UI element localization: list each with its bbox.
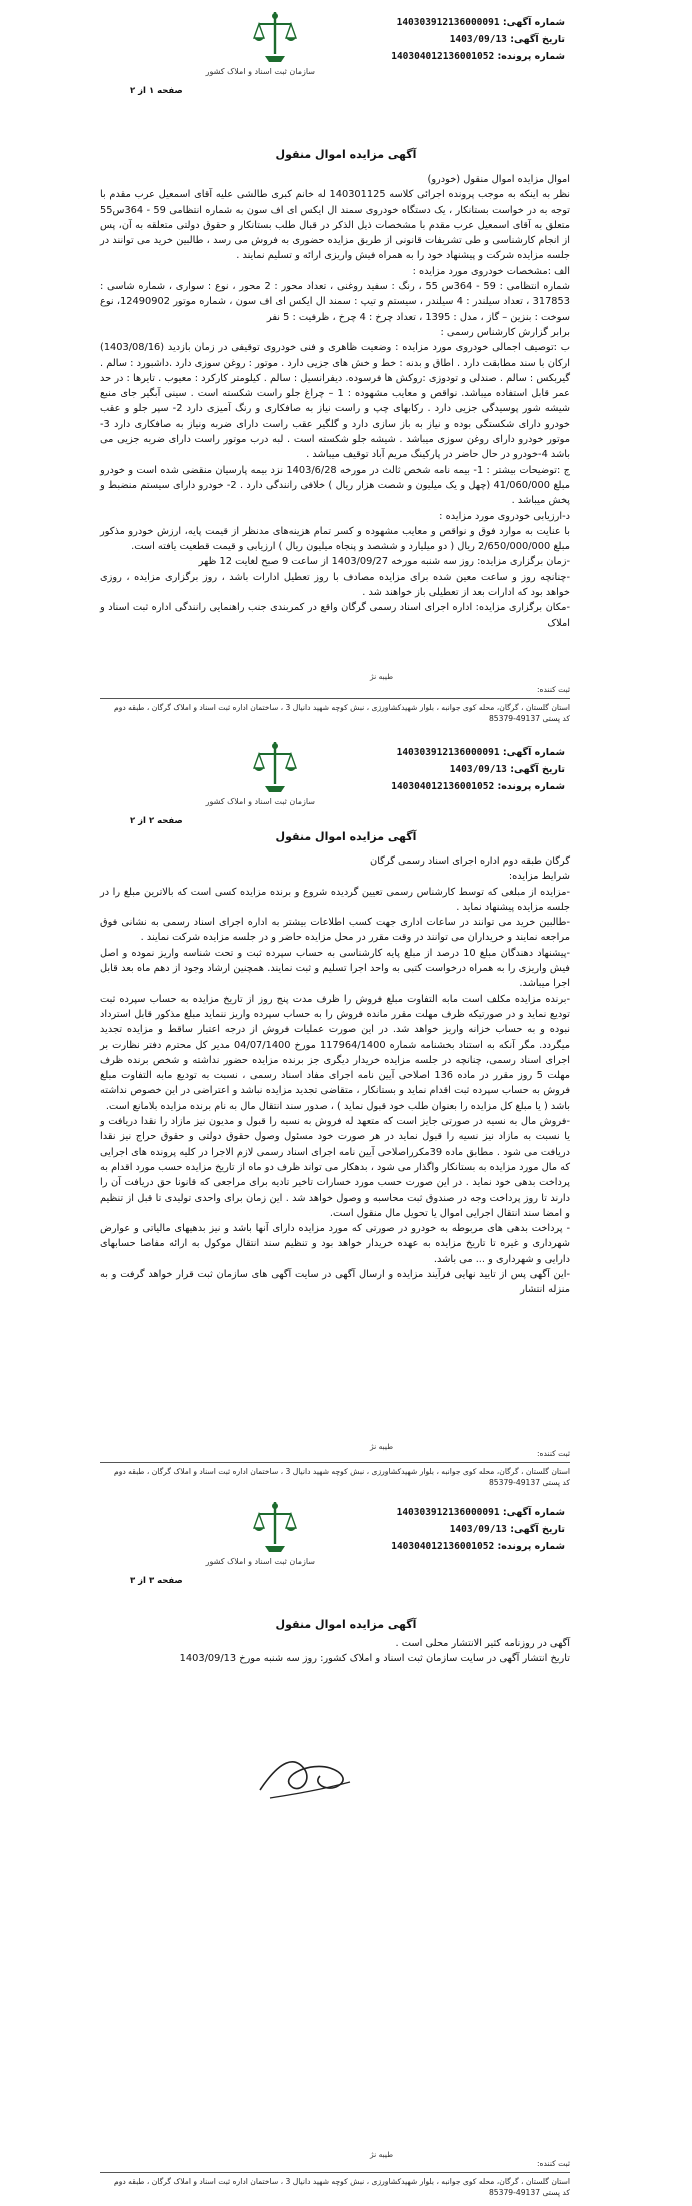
- footer-divider: [100, 1462, 570, 1463]
- body-paragraph: ج :توضیحات بیشتر : 1- بیمه نامه شخص ثالث در مورخه 1403/6/28 نزد بیمه پارسیان منقضی شده است و خودرو مبلغ 41/060/000 (چهل و یک میلیون و شصت هزار ریال ) خلافی رانندگی دارد . 2- خودرو دارای سیستم منضبط و پخش میباشد .: [100, 464, 570, 507]
- notice-no-value: 140303912136000091: [396, 1507, 500, 1518]
- body-paragraph: - پرداخت بدهی های مربوطه به خودرو در صورتی که مورد مزایده دارای آنها باشد و نیز بدهیهای مالیاتی و عوارض شهرداری و غیره تا تاریخ مزایده به عهده خریدار خواهد بود و تنظیم سند انتقال موکول به ارائه مفاصا حسابهای دارایی و شهرداری و ... می باشد.: [100, 1223, 570, 1265]
- footer-address: استان گلستان ، گرگان، محله کوی جوانبه ، بلوار شهیدکشاورزی ، نبش کوچه شهید دانیال 3 ، ساختمان اداره ثبت اسناد و املاک گرگان ، طبقه دوم: [114, 703, 570, 712]
- page-header: [0, 0, 692, 150]
- notice-page-1: [0, 0, 692, 723]
- file-no-value: 140304012136001052: [391, 51, 495, 62]
- footer-divider: [100, 698, 570, 699]
- body-paragraph: ب :توصیف اجمالی خودروی مورد مزایده : وضعیت ظاهری و فنی خودروی توقیفی در زمان بازدید (1403/08/16) ارکان با سند مطابقت دارد . اطاق و بدنه : خط و خش های جزیی دارد . موتور : روغن سوزی دارد .داشبورد : سالم . گیربکس : سالم . صندلی و تودوزی :روکش ها فرسوده. دیفرانسیل : سالم . کیلومتر کارکرد : معیوب . تایرها : در حد عمر قابل استفاده میباشد. نواقص و معایب مشهوده : 1 – چراغ جلو راست شکسته است . سینی آبگیر جای منبع شیشه شور پوسیدگی جزیی دارد . رکابهای چپ و راست نیاز به صافکاری و رنگ آمیزی دارد 2- سپر جلو و عقب خودرو دارای شکستگی بوده و نیاز به باز سازی دارد و گلگیر عقب راست دارای ضربه ونیاز به صافکاری دارد 3- موتور خودرو دارای روغن سوزی میباشد . شیشه جلو شکسته است . لبه درب موتور راست دارای ضربه جزیی می باشد 4-خودرو در حال حاضر در پارکینگ مریم آباد توقیف میباشد .: [100, 342, 570, 461]
- scales-of-justice-icon: [253, 1500, 297, 1556]
- body-paragraph: تاریخ انتشار آگهی در سایت سازمان ثبت اسناد و املاک کشور: روز سه شنبه مورخ 1403/09/13: [179, 1653, 570, 1665]
- org-name: سازمان ثبت اسناد و املاک کشور: [205, 67, 315, 76]
- notice-title: آگهی مزایده اموال منقول: [275, 148, 417, 161]
- body-paragraph: -مکان برگزاری مزایده: اداره اجرای اسناد رسمی گرگان واقع در کمربندی جنب راهنمایی رانندگی اداره ثبت اسناد و املاک: [100, 602, 570, 629]
- page-footer: [100, 2158, 570, 2198]
- file-no-label: شماره پرونده:: [497, 51, 565, 62]
- footer-label: ثبت کننده:: [537, 1449, 570, 1458]
- footer-label: ثبت کننده:: [537, 685, 570, 694]
- notice-meta: [355, 1504, 565, 1555]
- notice-title: آگهی مزایده اموال منقول: [275, 830, 417, 843]
- body-paragraph: -این آگهی پس از تایید نهایی فرآیند مزایده و ارسال آگهی در سایت آگهی های سازمان ثبت قرار خواهد گرفت و به منزله انتشار: [100, 1269, 570, 1296]
- file-no-value: 140304012136001052: [391, 1541, 495, 1552]
- body-paragraph: شماره انتظامی : 59 - 364س 55 ، رنگ : سفید روغنی ، تعداد محور : 2 محور ، نوع : سواری ، شماره شاسی : 317853 ، تعداد سیلندر : 4 سیلندر ، سیستم و تیپ : سمند ال ایکس ای اف سون ، شماره موتور 12490902، نوع سوخت : بنزین – گاز ، مدل : 1395 ، تعداد چرخ : 4 چرخ ، ظرفیت : 5 نفر: [100, 281, 571, 323]
- body-paragraph: الف :مشخصات خودروی مورد مزایده :: [412, 265, 570, 277]
- signer-name: طیبه نژ: [370, 2150, 394, 2159]
- body-paragraph: -پیشنهاد دهندگان مبلغ 10 درصد از مبلغ پایه کارشناسی به حساب سپرده ثبت و تحت شناسه واریز نموده و اصل فیش واریزی را به همراه درخواست کتبی به واحد اجرا تسلیم و ثبت نمایند. همچنین ارشاد وجود از دهم ماه بعد قابل اجرا میباشد.: [100, 947, 570, 990]
- notice-date-label: تاریخ آگهی:: [510, 764, 565, 775]
- footer-address: استان گلستان ، گرگان، محله کوی جوانبه ، بلوار شهیدکشاورزی ، نبش کوچه شهید دانیال 3 ، ساختمان اداره ثبت اسناد و املاک گرگان ، طبقه دوم: [114, 2177, 570, 2186]
- body-paragraph: -زمان برگزاری مزایده: روز سه شنبه مورخه 1403/09/27 از ساعت 9 صبح لغایت 12 ظهر: [198, 556, 570, 568]
- footer-postal-code: کد پستی 49137-85379: [488, 1478, 570, 1487]
- notice-date-label: تاریخ آگهی:: [510, 34, 565, 45]
- body-paragraph: گرگان طبقه دوم اداره اجرای اسناد رسمی گرگان: [370, 856, 570, 867]
- notice-body: [100, 854, 570, 1298]
- org-name: سازمان ثبت اسناد و املاک کشور: [205, 797, 315, 806]
- footer-label: ثبت کننده:: [537, 2159, 570, 2168]
- judiciary-emblem: [205, 10, 315, 76]
- footer-address: استان گلستان ، گرگان، محله کوی جوانبه ، بلوار شهیدکشاورزی ، نبش کوچه شهید دانیال 3 ، ساختمان اداره ثبت اسناد و املاک گرگان ، طبقه دوم: [114, 1467, 570, 1476]
- body-paragraph: اموال مزایده اموال منقول (خودرو): [427, 174, 570, 185]
- body-paragraph: با عنایت به موارد فوق و نواقص و معایب مشهوده و کسر تمام هزینه‌های مدنظر از قیمت پایه، ارزش خودرو مذکور مبلغ 2/650/000/000 ریال ( دو میلیارد و ششصد و پنجاه میلیون ریال ) ارزیابی و قیمت قطعیت یافته است.: [100, 525, 570, 553]
- handwritten-signature-icon: [250, 1740, 360, 1810]
- signer-name: طیبه نژ: [370, 672, 394, 681]
- file-no-value: 140304012136001052: [391, 781, 495, 792]
- body-paragraph: د-ارزیابی خودروی مورد مزایده :: [439, 510, 570, 522]
- notice-body: [100, 172, 570, 631]
- body-paragraph: آگهی در روزنامه کثیر الانتشار محلی است .: [395, 1638, 570, 1649]
- scales-of-justice-icon: [253, 740, 297, 796]
- file-no-label: شماره پرونده:: [497, 1541, 565, 1552]
- notice-no-value: 140303912136000091: [396, 17, 500, 28]
- file-no-label: شماره پرونده:: [497, 781, 565, 792]
- body-paragraph: شرایط مزایده:: [508, 871, 570, 883]
- body-paragraph: -مزایده از مبلغی که توسط کارشناس رسمی تعیین گردیده شروع و برنده مزایده کسی است که بالاترین مبلغ را در جلسه مزایده پیشنهاد نماید .: [100, 886, 570, 913]
- page-label: صفحه ۲ از ۲: [130, 816, 183, 826]
- notice-date-value: 1403/09/13: [449, 34, 507, 45]
- notice-meta: [355, 744, 565, 795]
- notice-date-value: 1403/09/13: [449, 1524, 507, 1535]
- footer-divider: [100, 2172, 570, 2173]
- signer-name: طیبه نژ: [370, 1442, 394, 1451]
- org-name: سازمان ثبت اسناد و املاک کشور: [205, 1557, 315, 1566]
- notice-no-label: شماره آگهی:: [502, 747, 565, 758]
- body-paragraph: -فروش مال به نسیه در صورتی جایز است که متعهد له فروش به نسیه را قبول و مدیون نیز مازاد را نقدا دریافت و یا نسبت به مازاد نیز نسیه را قبول نماید در هر صورت خود مسئول وصول حقوق دولتی و حقوق حراج نیز نقدا دریافت می شود . مطابق ماده 39مکرراصلاحی آیین نامه اجرای اسناد رسمی لازم الاجرا در کلیه پرونده های اجرایی که مال مورد مزایده به بستانکار واگذار می شود ، بدهکار می تواند ظرف دو ماه از تاریخ مزایده حسب مورد اقدام به پرداخت بدهی خود نماید . در این صورت حسب مورد خسارات تاخیر تادیه برای مراجعی که قانونا حق دریافت آن را دارند تا روز پرداخت وجه در صندوق ثبت محاسبه و وصول خواهد شد . این زمان برای واحدی تولیدی تا قبل از تنظیم و امضا سند انتقال اجرایی اموال یا تحویل مال منقول است.: [100, 1116, 570, 1219]
- body-paragraph: -چنانچه روز و ساعت معین شده برای مزایده مصادف با روز تعطیل ادارات باشد ، روز برگزاری مزایده ، روزی خواهد بود که ادارات بعد از تعطیلی باز خواهند شد .: [100, 571, 570, 599]
- notice-no-value: 140303912136000091: [396, 747, 500, 758]
- notice-body: [100, 1636, 570, 1667]
- notice-page-2: [0, 730, 692, 1487]
- page-label: صفحه ۱ از ۲: [130, 86, 183, 96]
- footer-postal-code: کد پستی 49137-85379: [488, 714, 570, 723]
- judiciary-emblem: [205, 740, 315, 806]
- body-paragraph: -برنده مزایده مکلف است مابه التفاوت مبلغ فروش را ظرف مدت پنج روز از تاریخ مزایده به حساب سپرده ثبت تودیع نماید و در صورتیکه ظرف مهلت مقرر مانده فروش را به حساب سپرده واریز ننماید مبلغ مذکور قابل استرداد نبوده و به حساب خزانه واریز خواهد شد. در این صورت عملیات فروش از درجه اعتبار ساقط و مزایده تجدید میگردد. مگر آنکه به استناد بخشنامه شماره 117964/1400 مورخ 04/07/1400 مدیر کل محترم دفتر نظارت بر اجرای اسناد رسمی، چنانچه در جلسه مزایده خریدار دیگری جز برنده مزایده حضور نداشته و شخص برنده ظرف مهلت 5 روز مقرر در ماده 136 اصلاحی آیین نامه اجرای مفاد اسناد رسمی ، نسبت به تودیع مابه التفاوت مبلغ فروش به حساب سپرده ثبت اقدام نماید و بستانکار ، متقاضی تجدید مزایده نباشد و اعتراضی در این خصوص نداشته باشد ( یا مبلغ کل مزایده را بعنوان طلب خود قبول نماید ) ، صدور سند انتقال مال به نام برنده مزایده بلامانع است.: [100, 993, 570, 1112]
- page-label: صفحه ۳ از ۳: [130, 1576, 183, 1586]
- notice-date-label: تاریخ آگهی:: [510, 1524, 565, 1535]
- body-paragraph: -طالبین خرید می توانند در ساعات اداری جهت کسب اطلاعات بیشتر به اداره اجرای اسناد رسمی به نشانی فوق مراجعه نمایند و خریداران می توانند در وقت مقرر در محل مزایده حاضر و در جلسه مزایده شرکت نمایند .: [100, 917, 570, 944]
- notice-meta: [355, 14, 565, 65]
- scales-of-justice-icon: [253, 10, 297, 66]
- page-footer: [100, 684, 570, 724]
- notice-no-label: شماره آگهی:: [502, 17, 565, 28]
- body-paragraph: نظر به اینکه به موجب پرونده اجرائی کلاسه 140301125 له خانم کبری طالشی علیه آقای اسمعیل عرب مقدم با توجه به در خواست بستانکار ، یک دستگاه خودروی سمند ال ایکس ای اف سون به شماره انتظامی 59 - 364س55 متعلق به آقای اسمعیل عرب مقدم با مشخصات ذیل الذکر در قبال طلب بستانکار و حقوق دولتی متعلقه به آن، پس از انجام کارشناسی و طی تشریفات قانونی از طریق مزایده حضوری به فروش می رسد ، طالبین خرید می توانند در جلسه مزایده شرکت و پیشنهاد خود را به همراه فیش واریزی ارائه و تسلیم نمایند .: [100, 189, 570, 262]
- notice-title: آگهی مزایده اموال منقول: [275, 1618, 417, 1631]
- footer-postal-code: کد پستی 49137-85379: [488, 2188, 570, 2197]
- notice-no-label: شماره آگهی:: [502, 1507, 565, 1518]
- notice-page-3: [0, 1490, 692, 2206]
- page-footer: [100, 1448, 570, 1488]
- notice-date-value: 1403/09/13: [449, 764, 507, 775]
- judiciary-emblem: [205, 1500, 315, 1566]
- body-paragraph: برابر گزارش کارشناس رسمی :: [440, 326, 570, 338]
